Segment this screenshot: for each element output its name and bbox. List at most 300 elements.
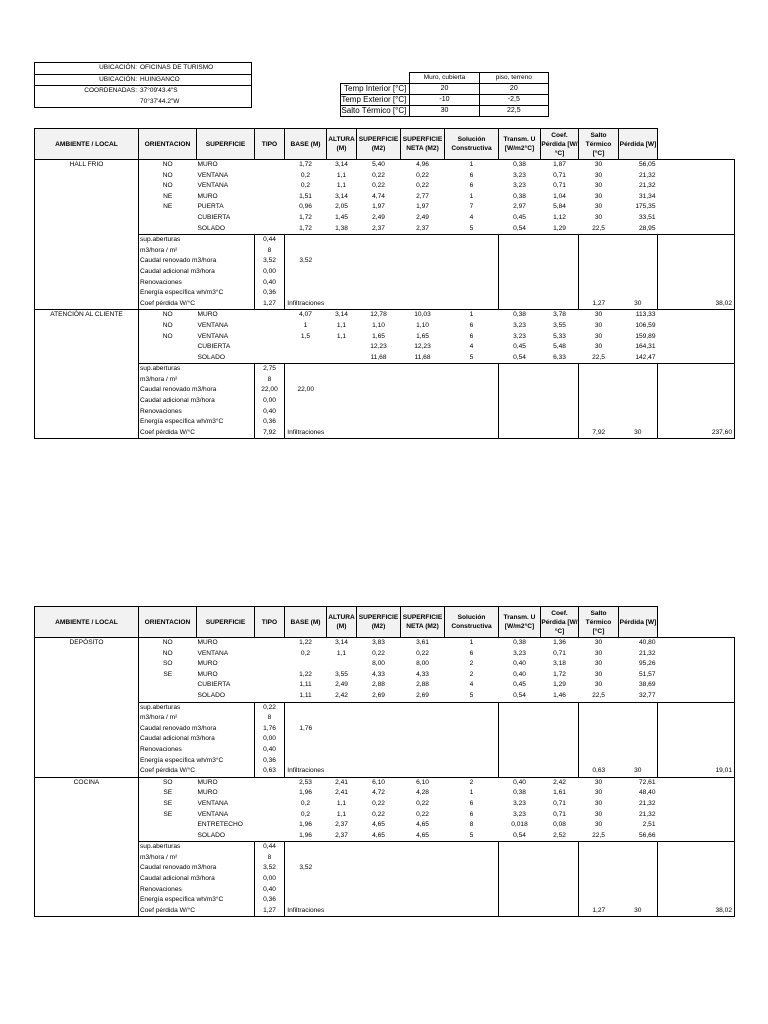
infiltration-extra: 3,52 (285, 256, 327, 267)
column-header: Salto Térmico [°C] (579, 129, 619, 160)
table-cell: 1,36 (541, 638, 579, 649)
table-cell: 0,22 (372, 182, 385, 190)
table-cell: SE (163, 789, 173, 797)
table-cell (255, 670, 285, 681)
column-header: ALTURA (M) (327, 129, 357, 160)
table-cell: 4,33 (416, 670, 429, 678)
infiltration-label: Energía específica wh/m3°C (140, 418, 224, 426)
table-cell: SOLADO (197, 691, 225, 699)
table-cell: 2 (469, 670, 474, 678)
infiltration-row (35, 874, 735, 885)
table-cell: 142,47 (635, 353, 656, 361)
table-cell: 30 (594, 171, 603, 179)
infiltration-salto (619, 407, 658, 418)
infiltration-coef (579, 417, 619, 428)
infiltration-label: Coef pérdida W/°C (140, 767, 196, 775)
table-cell: 0,54 (513, 691, 526, 699)
table-cell: 0,2 (300, 799, 311, 807)
infiltration-salto (619, 713, 658, 724)
table-cell: 2,88 (372, 681, 385, 689)
table-cell: 0,2 (300, 182, 311, 190)
infiltration-label: sup.aberturas (139, 364, 255, 375)
infiltration-coef (579, 396, 619, 407)
table-cell: 3,14 (327, 638, 357, 649)
infiltration-value: 0,40 (255, 745, 285, 756)
infiltration-coef (579, 246, 619, 257)
infiltration-label: Renovaciones (140, 885, 182, 893)
table-row (35, 691, 735, 702)
infiltration-extra (285, 885, 327, 896)
table-cell: 32,77 (638, 691, 656, 699)
table-cell: 2,41 (335, 789, 348, 797)
infiltration-value: 0,40 (255, 407, 285, 418)
infiltration-extra (285, 756, 327, 767)
column-header: SUPERFICIE NETA (M2) (401, 607, 445, 638)
table-cell (139, 342, 197, 353)
infiltration-value: 3,52 (255, 256, 285, 267)
table-row (35, 202, 735, 213)
table-cell: 2,49 (416, 213, 429, 221)
infiltration-salto (619, 702, 658, 713)
table-cell: 3,14 (327, 160, 357, 171)
infiltration-coef (579, 702, 619, 713)
table-cell: 0,22 (416, 649, 429, 657)
table-cell: SO (139, 777, 197, 788)
table-cell: 2 (445, 777, 499, 788)
infiltration-perdida (658, 288, 735, 299)
infiltration-coef (579, 375, 619, 386)
infiltration-salto (619, 895, 658, 906)
table-cell (255, 353, 285, 364)
infiltration-value: 8 (255, 713, 285, 724)
room-name: DEPÓSITO (35, 638, 139, 778)
infiltration-row (35, 385, 735, 396)
infiltration-extra: Infiltraciones (285, 766, 327, 777)
table-cell: 2,05 (335, 203, 348, 211)
infiltration-row (35, 863, 735, 874)
infiltration-extra (285, 853, 327, 864)
table-cell (255, 691, 285, 702)
infiltration-row (35, 299, 735, 310)
infiltration-extra (285, 267, 327, 278)
infiltration-row (35, 417, 735, 428)
infiltration-label: Caudal adicional m3/hora (140, 735, 215, 743)
infiltration-row (35, 428, 735, 439)
infiltration-extra (285, 734, 327, 745)
column-header: ORIENTACION (139, 129, 197, 160)
table-cell: 1,96 (299, 831, 312, 839)
table-cell: 2,97 (513, 203, 526, 211)
column-header: AMBIENTE / LOCAL (35, 129, 139, 160)
table-cell: 1,72 (299, 224, 312, 232)
infiltration-value: 3,52 (255, 863, 285, 874)
table-cell: 0,22 (416, 810, 429, 818)
table-cell: 2,77 (416, 192, 429, 200)
infiltration-salto (619, 756, 658, 767)
table-cell (255, 680, 285, 691)
table-cell: 0,45 (513, 343, 526, 351)
infiltration-value: 1,76 (255, 724, 285, 735)
infiltration-extra: 22,00 (285, 385, 327, 396)
infiltration-row (35, 256, 735, 267)
infiltration-salto (619, 235, 658, 246)
infiltration-salto (619, 417, 658, 428)
infiltration-salto (619, 267, 658, 278)
infiltration-salto (619, 874, 658, 885)
infiltration-label: Coef pérdida W/°C (140, 428, 196, 436)
infiltration-coef (579, 863, 619, 874)
table-cell (285, 659, 327, 670)
table-cell (139, 820, 197, 831)
table-cell: 4,33 (372, 670, 385, 678)
table-cell: 175,35 (635, 203, 656, 211)
infiltration-extra: Infiltraciones (285, 299, 327, 310)
table-cell: VENTANA (197, 810, 229, 818)
table-cell: 5 (469, 691, 474, 699)
table-cell: 0,71 (553, 171, 566, 179)
column-header: SUPERFICIE (M2) (357, 129, 401, 160)
table-cell (255, 659, 285, 670)
table-cell: 51,57 (638, 670, 656, 678)
infiltration-extra (285, 417, 327, 428)
table-row (35, 192, 735, 203)
table-cell (255, 820, 285, 831)
table-cell (139, 680, 197, 691)
infiltration-value: 0,00 (255, 267, 285, 278)
table-cell: 3,23 (513, 321, 526, 329)
column-header: Transm. U [W/m2°C] (499, 607, 541, 638)
column-header: SUPERFICIE (197, 607, 255, 638)
table-cell: 1,22 (299, 670, 312, 678)
infiltration-row (35, 724, 735, 735)
table-cell: 1,96 (299, 789, 312, 797)
infiltration-perdida (658, 724, 735, 735)
table-cell: 30 (579, 777, 619, 788)
table-cell: 0,38 (513, 789, 526, 797)
infiltration-value: 0,63 (255, 766, 285, 777)
table-cell: 21,32 (638, 810, 656, 818)
infiltration-row (35, 906, 735, 917)
table-cell: 6 (469, 182, 474, 190)
table-cell: 48,40 (638, 789, 656, 797)
infiltration-salto (619, 745, 658, 756)
table-cell: 159,89 (635, 332, 656, 340)
table-cell: NO (139, 160, 197, 171)
table-cell: 30 (594, 681, 603, 689)
infiltration-coef (579, 278, 619, 289)
table-cell: 8,00 (416, 660, 429, 668)
infiltration-perdida (658, 853, 735, 864)
table-cell: NO (139, 638, 197, 649)
infiltration-row (35, 396, 735, 407)
table-cell: 2,49 (372, 213, 385, 221)
infiltration-coef (579, 288, 619, 299)
infiltration-value: 2,75 (255, 364, 285, 375)
table-cell: 3,78 (541, 310, 579, 321)
table-cell: 30 (594, 660, 603, 668)
table-cell: 0,54 (513, 224, 526, 232)
table-cell: CUBIERTA (197, 681, 231, 689)
table-cell: 30 (579, 160, 619, 171)
table-cell: CUBIERTA (197, 213, 231, 221)
infiltration-perdida (658, 745, 735, 756)
infiltration-perdida (658, 734, 735, 745)
table-row (35, 332, 735, 343)
table-cell: 1 (469, 192, 474, 200)
table-cell: 5 (469, 224, 474, 232)
table-cell: 1,38 (335, 224, 348, 232)
table-cell: 30 (594, 192, 603, 200)
table-cell: 6 (469, 321, 474, 329)
table-cell: 3,23 (513, 332, 526, 340)
table-cell: 1 (445, 638, 499, 649)
temp-value: -10 (410, 95, 479, 106)
table-cell: 2,69 (372, 691, 385, 699)
table-row (35, 680, 735, 691)
temp-col-header: piso, terreno (479, 73, 548, 84)
table-cell (255, 181, 285, 192)
table-cell: 30 (579, 638, 619, 649)
table-cell (255, 638, 285, 649)
table-row (35, 777, 735, 788)
infiltration-row (35, 407, 735, 418)
table-row (35, 670, 735, 681)
table-cell: 22,5 (592, 353, 605, 361)
infiltration-perdida (658, 863, 735, 874)
table-cell: 0,018 (511, 821, 528, 829)
heat-loss-table (34, 606, 735, 917)
table-row (35, 342, 735, 353)
table-cell: 30 (594, 789, 603, 797)
infiltration-value: 0,40 (255, 278, 285, 289)
table-cell: 3,14 (327, 310, 357, 321)
infiltration-label: Caudal renovado m3/hora (140, 257, 217, 265)
infiltration-perdida (658, 842, 735, 853)
table-cell (255, 649, 285, 660)
infiltration-value: 8 (255, 375, 285, 386)
column-header: SUPERFICIE (197, 129, 255, 160)
table-cell: 2,53 (285, 777, 327, 788)
table-cell: 30 (594, 670, 603, 678)
infiltration-perdida (658, 885, 735, 896)
infiltration-salto: 30 (634, 428, 642, 436)
infiltration-row (35, 375, 735, 386)
table-cell: 10,03 (401, 310, 445, 321)
infiltration-label: sup.aberturas (139, 842, 255, 853)
table-cell: 4,65 (372, 821, 385, 829)
column-header: Solución Constructiva (445, 607, 499, 638)
infiltration-perdida (658, 417, 735, 428)
infiltration-label: Caudal renovado m3/hora (140, 386, 217, 394)
table-row (35, 659, 735, 670)
temp-value: 22,5 (479, 106, 548, 117)
table-cell (255, 321, 285, 332)
table-cell: 3,14 (335, 192, 348, 200)
table-cell: 3,23 (513, 171, 526, 179)
table-cell: 6,10 (401, 777, 445, 788)
table-cell: 5,48 (553, 343, 566, 351)
infiltration-perdida (658, 235, 735, 246)
table-cell: 11,68 (414, 353, 431, 361)
table-cell: 0,2 (300, 171, 311, 179)
table-cell: 22,5 (592, 691, 605, 699)
table-cell: 30 (594, 343, 603, 351)
infiltration-coef (579, 842, 619, 853)
infiltration-extra (285, 288, 327, 299)
infiltration-extra: 3,52 (285, 863, 327, 874)
table-cell (327, 342, 357, 353)
column-header: BASE (M) (285, 607, 327, 638)
infiltration-row (35, 842, 735, 853)
table-cell: 22,5 (592, 831, 605, 839)
table-cell (255, 192, 285, 203)
table-cell: 2,49 (335, 681, 348, 689)
table-cell: 40,80 (619, 638, 658, 649)
infiltration-value: 0,44 (255, 842, 285, 853)
table-cell (139, 213, 197, 224)
infiltration-value: 1,27 (255, 299, 285, 310)
infiltration-extra (285, 407, 327, 418)
infiltration-coef: 0,63 (579, 766, 619, 777)
table-cell: 30 (579, 310, 619, 321)
column-header: ALTURA (M) (327, 607, 357, 638)
table-cell (255, 777, 285, 788)
table-row (35, 213, 735, 224)
infiltration-coef (579, 364, 619, 375)
temp-label: Salto Térmico [°C] (341, 106, 410, 117)
infiltration-value: 22,00 (255, 385, 285, 396)
info-key: UBICACIÓN: (35, 63, 140, 75)
infiltration-perdida (658, 375, 735, 386)
table-cell: 1,1 (336, 810, 347, 818)
table-cell: 1,1 (336, 649, 347, 657)
infiltration-label: Renovaciones (140, 278, 182, 286)
table-cell (255, 160, 285, 171)
table-cell: NO (162, 182, 173, 190)
infiltration-coef (579, 235, 619, 246)
table-cell: 0,45 (513, 681, 526, 689)
table-cell: MURO (197, 670, 218, 678)
table-cell: 1,04 (553, 192, 566, 200)
table-cell (139, 224, 197, 235)
table-cell (255, 810, 285, 821)
table-cell: 4,07 (285, 310, 327, 321)
table-cell: 4,65 (416, 821, 429, 829)
table-cell: MURO (197, 310, 255, 321)
infiltration-label: Energía específica wh/m3°C (140, 896, 224, 904)
room-name: COCINA (35, 777, 139, 917)
table-cell (327, 353, 357, 364)
table-row (35, 831, 735, 842)
infiltration-salto (619, 364, 658, 375)
infiltration-value: 0,36 (255, 417, 285, 428)
infiltration-row (35, 713, 735, 724)
infiltration-perdida (658, 246, 735, 257)
column-header: Solución Constructiva (445, 129, 499, 160)
table-cell: SE (163, 670, 173, 678)
table-cell: SOLADO (197, 353, 225, 361)
table-cell (327, 659, 357, 670)
table-row (35, 788, 735, 799)
table-cell (255, 202, 285, 213)
table-cell: 21,32 (638, 171, 656, 179)
table-cell: 1,12 (553, 213, 566, 221)
table-cell: 0,08 (553, 821, 566, 829)
table-cell: 0,45 (513, 213, 526, 221)
infiltration-extra: Infiltraciones (285, 428, 327, 439)
infiltration-label: Energía específica wh/m3°C (140, 289, 224, 297)
infiltration-salto: 30 (634, 906, 642, 914)
infiltration-perdida (658, 267, 735, 278)
table-cell: 30 (594, 321, 603, 329)
table-cell: 0,2 (300, 810, 311, 818)
table-cell: 1,10 (372, 321, 385, 329)
table-cell: 30 (594, 203, 603, 211)
table-cell: 2,88 (416, 681, 429, 689)
table-cell: 0,38 (499, 638, 541, 649)
temp-value: 20 (479, 84, 548, 95)
infiltration-salto (619, 385, 658, 396)
table-cell: 2,37 (335, 831, 348, 839)
infiltration-value: 0,40 (255, 885, 285, 896)
table-cell: 1,72 (299, 213, 312, 221)
table-cell: 2,51 (642, 821, 656, 829)
table-cell: 6 (469, 332, 474, 340)
infiltration-value: 8 (255, 853, 285, 864)
table-cell: NE (163, 203, 173, 211)
infiltration-coef: 1,27 (579, 906, 619, 917)
table-cell: 4 (469, 343, 474, 351)
column-header: Transm. U [W/m2°C] (499, 129, 541, 160)
table-cell: 4,96 (401, 160, 445, 171)
table-cell: 30 (594, 799, 603, 807)
table-cell: SO (162, 660, 173, 668)
table-cell: 6 (469, 171, 474, 179)
table-cell: 106,59 (635, 321, 656, 329)
infiltration-label: sup.aberturas (139, 235, 255, 246)
table-cell: 33,51 (638, 213, 656, 221)
column-header: Coef. Pérdida [W/°C] (541, 129, 579, 160)
table-cell: 1,5 (300, 332, 311, 340)
table-cell (255, 310, 285, 321)
infiltration-value: 0,36 (255, 756, 285, 767)
table-cell: NO (162, 321, 173, 329)
table-cell: 1 (445, 310, 499, 321)
infiltration-label: m3/hora / m² (140, 246, 178, 254)
table-cell: 1,45 (335, 213, 348, 221)
infiltration-perdida (658, 713, 735, 724)
infiltration-label: Caudal renovado m3/hora (140, 724, 217, 732)
table-cell: 1,72 (553, 670, 566, 678)
infiltration-salto (619, 288, 658, 299)
table-cell: SE (163, 799, 173, 807)
table-row (35, 820, 735, 831)
info-key: UBICACIÓN: (35, 74, 140, 86)
table-cell: 1,96 (299, 821, 312, 829)
table-cell: MURO (197, 789, 218, 797)
infiltration-salto (619, 734, 658, 745)
table-cell: 30 (594, 649, 603, 657)
infiltration-coef (579, 745, 619, 756)
table-cell: 0,22 (416, 171, 429, 179)
table-cell: 3,55 (553, 321, 566, 329)
temp-label: Temp Exterior [°C] (341, 95, 410, 106)
table-cell: 2,69 (416, 691, 429, 699)
table-cell: 95,26 (638, 660, 656, 668)
room-name: ATENCIÓN AL CLIENTE (35, 310, 139, 439)
infiltration-perdida (658, 407, 735, 418)
infiltration-label: m3/hora / m² (140, 375, 178, 383)
